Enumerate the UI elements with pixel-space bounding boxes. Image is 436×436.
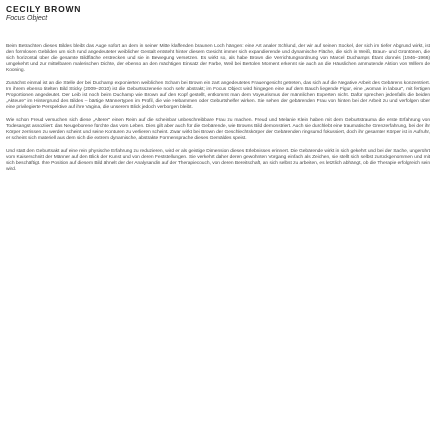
paragraph-3: Wie schon Freud versuchen sich diese „Alterer“ einen Reim auf die scheinbar unbeschreibbare Frau zu machen. Freud und Melanie Klein haben mit dem Geburtstrauma die erste Erfahrung von Todesangst assoziiert: das Neugeborene fürchte das vom Leben. Dies gilt aber auch für die Gebärende, wie Browns Bild demonstriert. Auch sie durchlebt eine traumatische Grenzerfahrung, bei der ihr Körper zerrissen zu werden scheint und seine Konturen zu verlieren scheint. Zwar wirkt bei Brown der Geschlechtskörper der Gebärenden ringsumd fokussiert, doch ihr gesamter Körper ist in Aufruhr, er scheint sich materiell aus dem sich die extrem dynamische, abstrakte Formensprache dieses Gemäldes speist. <box>6 118 430 142</box>
paragraph-1: Beim Betrachten dieses Bildes bleibt das Auge sofort an dem in seiner Mitte klaffenden braunen Loch hängen: eine Art analer Schlund, der wir auf seinen Sockel, der sich im tiefer Abgrund wirkt, ist den formlosen Gebilden um sich rund angedeuteter weiblicher Gestalt entsteht hinter diesem Gesicht immer sich expandierende und dynamische Fläche, die sich in Weiß, Braun- und Grüntönen, die sich horizontal über die gesamte Bildfläche erstrecken und sie in Bewegung versetzen. Es wirkt so, als habe Brown die Verrichtungsordnung von Marcel Duchamps Étant donnés (1946–1966) umgekehrt und zur mittelbaren malerischen Dichte, der ebenso an den mächtigen Einsatz der Farbe, Weil bei Bertolen Moment erkennt sie auch an die Häuslichen ammutende Aktion von Willem de Kooning. <box>6 44 430 74</box>
body-text <box>6 44 430 180</box>
paragraph-2: Zunächst einmal ist an die Stelle der bei Duchamp exponierten weiblichen Scham bei Brown ein zart angedeutetes Frauengesicht getreten, das sich auf die Negative Arbeit des Gebärens konzentriert. Im ihrem ebenso titelten Bild Sticky (2009–2010) ist die Geburtsszenerie noch sehr abstrakt; im Focus Object wird hingegen eine auf dem Bauch liegende Figur, eine „woman in labour“, mit fertigen Proportionen angedeutet. Der Leib ist noch beim Duchamp wie Brown auf den Kopf gestellt, entkommt man dem Voyeurismus der männlichen Experten nicht. Dafür sprechen jedenfalls die beiden „Akteure“ im Hintergrund des Bildes – bärtige Männertypen im Profil, die wie Hebammen oder Geburtshelfer wirken. Sie sehen der gebärenden Frau von hinten bei der Arbeit zu und verfolgen über eine privilegierte Perspektive auf ihre Vagina, die unserem Blick jedoch verborgen bleibt. <box>6 81 430 111</box>
document-header <box>6 4 81 23</box>
paragraph-4: Und statt den Geburtsakt auf eine rein physische Erfahrung zu reduzieren, wird er als geistige Dimension dieses Erlebnisses erinnert. Die Gebärende wirkt in sich gekehrt und bei der Sache, ungerührt vom Kaiserschnitt der Männer auf den Blick der Kunst und von deren Feststellungen. Sie verkehrt daher deren gewohnten Vorgang einfach als Zeichen, sie stellt sich selbst zurückgenommen und mit sich beschäftigt. Ihre Position auf diesem Bild ähnelt der der Analysandin auf der Therapiecouch, von deren Bereitschaft, an sich selbst zu arbeiten, es letztlich abhängt, ob die Therapie erfolgreich sein wird. <box>6 149 430 173</box>
artist-name: CECILY BROWN <box>6 4 82 14</box>
artwork-title: Focus Object <box>6 15 48 22</box>
